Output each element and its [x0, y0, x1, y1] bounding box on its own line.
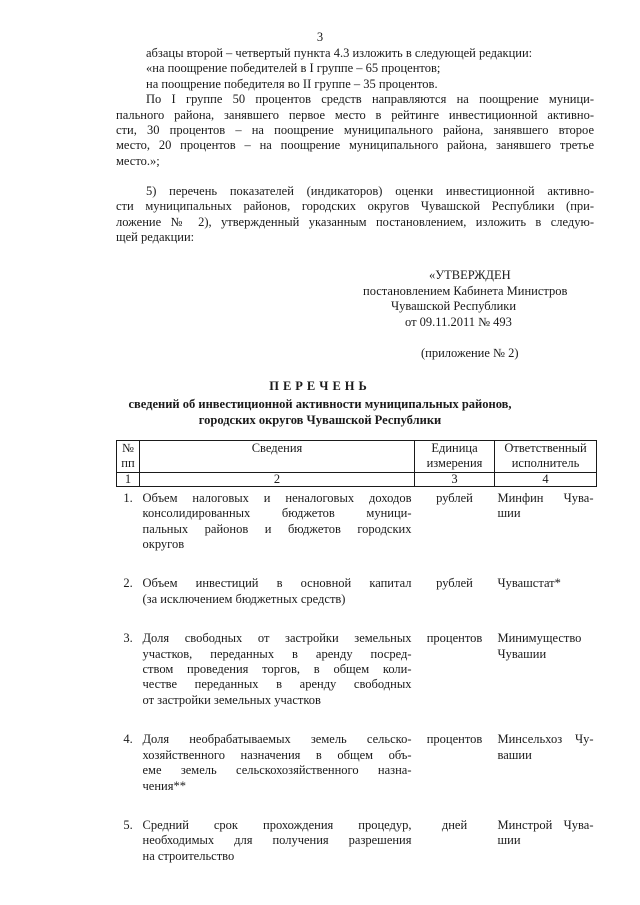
column-number-row — [117, 472, 597, 486]
description-line: на строительство — [142, 848, 235, 863]
row-number: 2. — [123, 576, 133, 591]
responsible-line: Минимущество — [497, 631, 582, 646]
column-number: 4 — [495, 472, 597, 486]
responsible-line: Чувашстат* — [497, 576, 561, 591]
table-row — [117, 572, 597, 627]
amendment-paragraph-2 — [116, 184, 594, 246]
row-responsible — [495, 572, 597, 627]
paragraph-line: пального района, занявшего первое место в рейтинге инвестиционной активно- — [116, 107, 594, 122]
description-line: округов — [142, 537, 185, 552]
row-description — [140, 627, 415, 728]
row-number: 5. — [123, 817, 133, 832]
header-info: Сведения — [140, 441, 415, 473]
approval-stamp-date: от 09.11.2011 № 493 — [405, 315, 512, 329]
paragraph-line: щей редакции: — [116, 230, 195, 245]
row-responsible — [495, 728, 597, 814]
description-line: консолидированных бюджетов муници- — [142, 506, 412, 521]
paragraph-line: абзацы второй – четвертый пункта 4.3 изложить в следующей редакции: — [146, 46, 533, 60]
description-line: Доля свободных от застройки земельных — [142, 631, 412, 646]
header-number: № пп — [117, 441, 140, 473]
amendment-paragraph-1 — [116, 46, 594, 169]
row-responsible — [495, 627, 597, 728]
column-number: 3 — [415, 472, 495, 486]
table-row — [117, 728, 597, 814]
row-responsible — [495, 814, 597, 884]
approval-stamp-title: «УТВЕРЖДЕН — [429, 268, 511, 282]
row-number: 4. — [123, 732, 133, 747]
page-number: 3 — [316, 30, 324, 44]
description-line: Объем налоговых и неналоговых доходов — [142, 490, 412, 505]
description-line: ством проведения торгов, в общем коли- — [142, 662, 412, 677]
row-unit: рублей — [436, 576, 473, 591]
document-subtitle-line-2: городских округов Чувашской Республики — [198, 413, 442, 427]
document-title: ПЕРЕЧЕНЬ — [269, 379, 371, 393]
paragraph-line: на поощрение победителя во II группе – 35 процентов. — [146, 76, 438, 91]
description-line: хозяйственного назначения в общем объ- — [142, 747, 412, 762]
paragraph-line: сти муниципальных районов, городских округов Чувашской Республики (при- — [116, 199, 594, 214]
responsible-line: шии — [497, 833, 521, 848]
description-line: пальных районов и бюджетов городских — [142, 521, 412, 536]
description-line: необходимых для получения разрешения — [142, 833, 412, 848]
header-unit: Единица измерения — [415, 441, 495, 473]
row-description — [140, 728, 415, 814]
row-number: 1. — [123, 490, 133, 505]
appendix-label: (приложение № 2) — [421, 346, 519, 360]
table-row — [117, 486, 597, 572]
table-header-row — [117, 441, 597, 473]
row-description — [140, 572, 415, 627]
table-row — [117, 814, 597, 884]
indicators-table — [116, 440, 597, 884]
paragraph-line: ложение № 2), утвержденный указанным постановлением, изложить в следую- — [116, 214, 594, 229]
paragraph-line: сти, 30 процентов – на поощрение муниципального района, занявшего второе — [116, 123, 594, 138]
description-line: Доля необрабатываемых земель сельско- — [142, 732, 412, 747]
row-unit: дней — [441, 817, 468, 832]
row-unit: процентов — [426, 631, 483, 646]
responsible-line: Минсельхоз Чу- — [497, 732, 594, 747]
description-line: Объем инвестиций в основной капитал — [142, 576, 412, 591]
paragraph-line: 5) перечень показателей (индикаторов) оценки инвестиционной активно- — [146, 184, 594, 198]
description-line: (за исключением бюджетных средств) — [142, 591, 346, 606]
responsible-line: вашии — [497, 747, 532, 762]
responsible-line: шии — [497, 506, 521, 521]
responsible-line: Чувашии — [497, 646, 547, 661]
paragraph-line: По I группе 50 процентов средств направляются на поощрение муници- — [146, 92, 594, 107]
description-line: чения** — [142, 778, 186, 793]
description-line: участков, переданных в аренду посред- — [142, 646, 412, 661]
approval-stamp-authority: постановлением Кабинета Министров — [363, 284, 568, 298]
table-row — [117, 627, 597, 728]
row-unit: рублей — [436, 490, 473, 505]
description-line: честве переданных в аренду свободных — [142, 677, 412, 692]
paragraph-line: «на поощрение победителей в I группе – 65 процентов; — [146, 61, 441, 76]
column-number: 2 — [140, 472, 415, 486]
header-responsible: Ответственный исполнитель — [495, 441, 597, 473]
description-line: Средний срок прохождения процедур, — [142, 817, 412, 832]
paragraph-line: место.»; — [116, 153, 160, 168]
column-number: 1 — [117, 472, 140, 486]
row-responsible — [495, 486, 597, 572]
row-description — [140, 486, 415, 572]
responsible-line: Минфин Чува- — [497, 490, 594, 505]
paragraph-line: место, 20 процентов – на поощрение муниципального района, занявшего третье — [116, 138, 594, 153]
approval-stamp-republic: Чувашской Республики — [391, 299, 517, 313]
description-line: еме земель сельскохозяйственного назна- — [142, 763, 412, 778]
responsible-line: Минстрой Чува- — [497, 817, 594, 832]
description-line: от застройки земельных участков — [142, 692, 321, 707]
row-unit: процентов — [426, 732, 483, 747]
row-description — [140, 814, 415, 884]
document-subtitle-line-1: сведений об инвестиционной активности муниципальных районов, — [128, 397, 512, 411]
row-number: 3. — [123, 631, 133, 646]
